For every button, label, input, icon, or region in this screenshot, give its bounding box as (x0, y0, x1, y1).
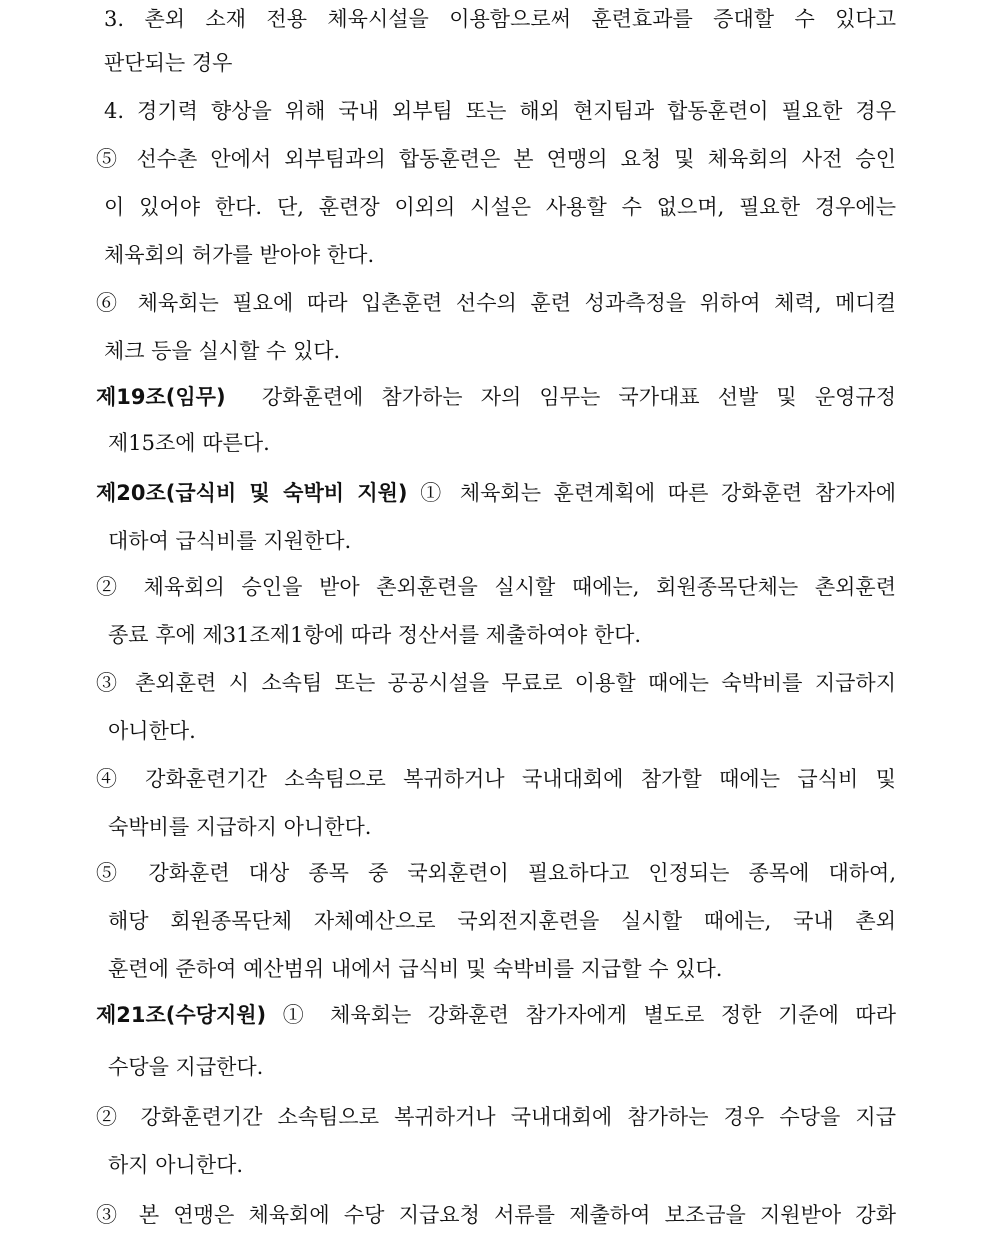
text-line-6: 체육회의 허가를 받아야 한다. (104, 243, 375, 267)
text-line-25: 하지 아니한다. (108, 1153, 244, 1177)
text-line-1: 3. 촌외 소재 전용 체육시설을 이용함으로써 훈련효과를 증대할 수 있다고 (104, 7, 896, 31)
article-19-line (96, 382, 896, 412)
text-line-12: 대하여 급식비를 지원한다. (108, 529, 352, 553)
text-line-5: 이 있어야 한다. 단, 훈련장 이외의 시설은 사용할 수 없으며, 필요한 경우에는 (104, 195, 896, 219)
article-19-heading: 제19조(임무) (96, 385, 226, 409)
text-line-24: ② 강화훈련기간 소속팀으로 복귀하거나 국내대회에 참가하는 경우 수당을 지급 (96, 1105, 896, 1129)
article-20-line (96, 478, 896, 508)
text-line-26: ③ 본 연맹은 체육회에 수당 지급요청 서류를 제출하여 보조금을 지원받아 강화 (96, 1203, 896, 1227)
text-line-3: 4. 경기력 향상을 위해 국내 외부팀 또는 해외 현지팀과 합동훈련이 필요한 경우 (104, 99, 896, 123)
text-line-20: 해당 회원종목단체 자체예산으로 국외전지훈련을 실시할 때에는, 국내 촌외 (108, 909, 896, 933)
text-line-13: ② 체육회의 승인을 받아 촌외훈련을 실시할 때에는, 회원종목단체는 촌외훈련 (96, 575, 896, 599)
text-line-21: 훈련에 준하여 예산범위 내에서 급식비 및 숙박비를 지급할 수 있다. (108, 957, 723, 981)
text-line-18: 숙박비를 지급하지 아니한다. (108, 815, 372, 839)
article-21-line (96, 1000, 896, 1030)
text-line-10: 제15조에 따른다. (108, 431, 270, 455)
article-20-text: ① 체육회는 훈련계획에 따른 강화훈련 참가자에 (420, 481, 896, 505)
text-line-14: 종료 후에 제31조제1항에 따라 정산서를 제출하여야 한다. (108, 623, 642, 647)
article-19-text: 강화훈련에 참가하는 자의 임무는 국가대표 선발 및 운영규정 (261, 385, 896, 409)
text-line-17: ④ 강화훈련기간 소속팀으로 복귀하거나 국내대회에 참가할 때에는 급식비 및 (96, 767, 896, 791)
text-line-2: 판단되는 경우 (104, 51, 233, 75)
article-20-heading: 제20조(급식비 및 숙박비 지원) (96, 481, 408, 505)
text-line-19: ⑤ 강화훈련 대상 종목 중 국외훈련이 필요하다고 인정되는 종목에 대하여, (96, 861, 896, 885)
text-line-16: 아니한다. (108, 719, 196, 743)
text-line-15: ③ 촌외훈련 시 소속팀 또는 공공시설을 무료로 이용할 때에는 숙박비를 지급하지 (96, 671, 896, 695)
article-21-heading: 제21조(수당지원) (96, 1003, 267, 1027)
text-line-23: 수당을 지급한다. (108, 1055, 264, 1079)
text-line-4: ⑤ 선수촌 안에서 외부팀과의 합동훈련은 본 연맹의 요청 및 체육회의 사전 승인 (96, 147, 896, 171)
article-21-text: ① 체육회는 강화훈련 참가자에게 별도로 정한 기준에 따라 (282, 1003, 896, 1027)
text-line-7: ⑥ 체육회는 필요에 따라 입촌훈련 선수의 훈련 성과측정을 위하여 체력, 메디컬 (96, 291, 896, 315)
text-line-8: 체크 등을 실시할 수 있다. (104, 339, 341, 363)
